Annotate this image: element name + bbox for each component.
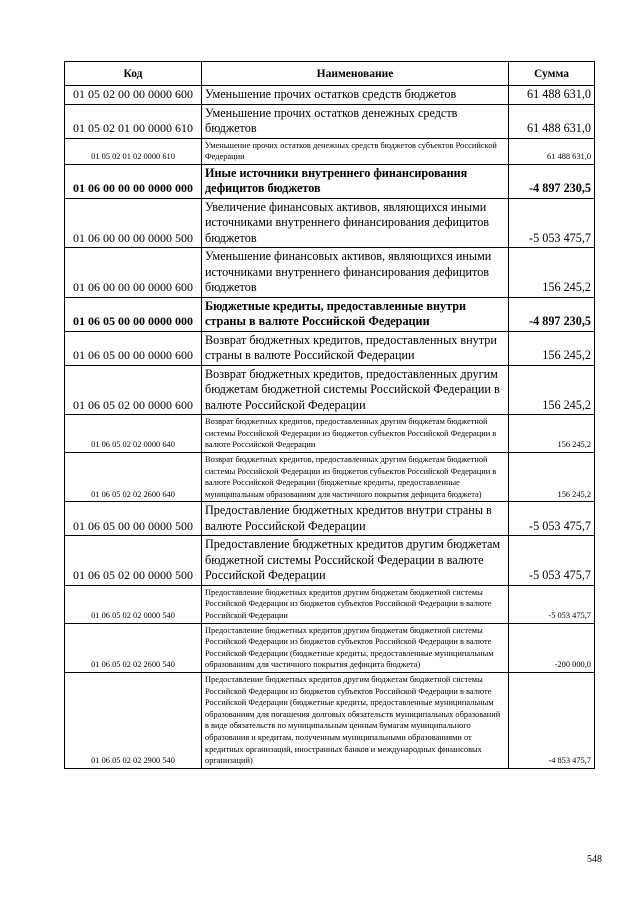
table-row: [65, 585, 595, 623]
sum-cell: 61 488 631,0: [509, 138, 595, 164]
name-cell: Уменьшение прочих остатков денежных средств бюджетов субъектов Российской Федерации: [202, 138, 509, 164]
sum-cell: -200 000,0: [509, 623, 595, 672]
table-row: [65, 673, 595, 769]
code-cell: 01 05 02 01 02 0000 610: [65, 138, 202, 164]
table-row: [65, 297, 595, 331]
sum-cell: 156 245,2: [509, 452, 595, 501]
table-header-row: [65, 62, 595, 86]
code-cell: 01 06 05 02 00 0000 600: [65, 365, 202, 415]
code-cell: 01 06 00 00 00 0000 000: [65, 164, 202, 198]
sum-cell: -5 053 475,7: [509, 536, 595, 586]
name-cell: Уменьшение прочих остатков средств бюджетов: [202, 86, 509, 105]
sum-cell: 61 488 631,0: [509, 104, 595, 138]
code-cell: 01 06 00 00 00 0000 600: [65, 248, 202, 298]
sum-cell: -4 853 475,7: [509, 673, 595, 769]
header-name: Наименование: [202, 62, 509, 86]
table-row: [65, 248, 595, 298]
table-row: [65, 365, 595, 415]
name-cell: Возврат бюджетных кредитов, предоставленных другим бюджетам бюджетной системы Российской Федерации из бюджетов субъектов Российской Федерации в валюте Российской Федерации (бюджетные кредиты, предоставленные муниципальным образованиям для частичного покрытия дефицита бюджета): [202, 452, 509, 501]
sum-cell: 156 245,2: [509, 331, 595, 365]
name-cell: Предоставление бюджетных кредитов другим бюджетам бюджетной системы Российской Федерации в валюте Российской Федерации: [202, 536, 509, 586]
sum-cell: -5 053 475,7: [509, 585, 595, 623]
code-cell: 01 06 05 02 00 0000 500: [65, 536, 202, 586]
name-cell: Уменьшение финансовых активов, являющихся иными источниками внутреннего финансирования дефицитов бюджетов: [202, 248, 509, 298]
code-cell: 01 06 05 02 02 2900 540: [65, 673, 202, 769]
table-row: [65, 86, 595, 105]
name-cell: Возврат бюджетных кредитов, предоставленных другим бюджетам бюджетной системы Российской Федерации в валюте Российской Федерации: [202, 365, 509, 415]
page-number: 548: [587, 854, 602, 865]
sum-cell: 156 245,2: [509, 365, 595, 415]
budget-sources-table: [64, 61, 595, 769]
code-cell: 01 06 05 00 00 0000 600: [65, 331, 202, 365]
table-row: [65, 452, 595, 501]
name-cell: Возврат бюджетных кредитов, предоставленных другим бюджетам бюджетной системы Российской Федерации из бюджетов субъектов Российской Федерации в валюте Российской Федерации: [202, 415, 509, 453]
table-body: [65, 86, 595, 769]
sum-cell: 156 245,2: [509, 248, 595, 298]
name-cell: Предоставление бюджетных кредитов другим бюджетам бюджетной системы Российской Федерации из бюджетов субъектов Российской Федерации в валюте Российской Федерации (бюджетные кредиты, предоставленные муниципальным образованиям для частичного покрытия дефицита бюджета): [202, 623, 509, 672]
sum-cell: -5 053 475,7: [509, 198, 595, 248]
name-cell: Бюджетные кредиты, предоставленные внутри страны в валюте Российской Федерации: [202, 297, 509, 331]
code-cell: 01 05 02 01 00 0000 610: [65, 104, 202, 138]
table-row: [65, 536, 595, 586]
table-row: [65, 164, 595, 198]
name-cell: Предоставление бюджетных кредитов внутри страны в валюте Российской Федерации: [202, 502, 509, 536]
sum-cell: -4 897 230,5: [509, 297, 595, 331]
header-sum: Сумма: [509, 62, 595, 86]
code-cell: 01 06 05 00 00 0000 000: [65, 297, 202, 331]
table-row: [65, 138, 595, 164]
sum-cell: 156 245,2: [509, 415, 595, 453]
code-cell: 01 06 05 02 02 2600 640: [65, 452, 202, 501]
code-cell: 01 06 05 00 00 0000 500: [65, 502, 202, 536]
table-row: [65, 104, 595, 138]
name-cell: Возврат бюджетных кредитов, предоставленных внутри страны в валюте Российской Федерации: [202, 331, 509, 365]
name-cell: Уменьшение прочих остатков денежных средств бюджетов: [202, 104, 509, 138]
table-row: [65, 415, 595, 453]
code-cell: 01 06 05 02 02 0000 640: [65, 415, 202, 453]
table-row: [65, 198, 595, 248]
code-cell: 01 05 02 00 00 0000 600: [65, 86, 202, 105]
table-row: [65, 623, 595, 672]
table-row: [65, 331, 595, 365]
sum-cell: 61 488 631,0: [509, 86, 595, 105]
header-code: Код: [65, 62, 202, 86]
name-cell: Предоставление бюджетных кредитов другим бюджетам бюджетной системы Российской Федерации из бюджетов субъектов Российской Федерации в валюте Российской Федерации (бюджетные кредиты, предоставленные муниципальным образованиям для погашения долговых обязательств муниципальных образований в виде обязательств по муниципальным ценным бумагам муниципального образования и кредитам, полученным муниципальными образованиями от кредитных организаций, иностранных банков и международных финансовых организаций): [202, 673, 509, 769]
name-cell: Увеличение финансовых активов, являющихся иными источниками внутреннего финансирования дефицитов бюджетов: [202, 198, 509, 248]
code-cell: 01 06 00 00 00 0000 500: [65, 198, 202, 248]
name-cell: Иные источники внутреннего финансирования дефицитов бюджетов: [202, 164, 509, 198]
code-cell: 01 06 05 02 02 0000 540: [65, 585, 202, 623]
sum-cell: -5 053 475,7: [509, 502, 595, 536]
sum-cell: -4 897 230,5: [509, 164, 595, 198]
name-cell: Предоставление бюджетных кредитов другим бюджетам бюджетной системы Российской Федерации из бюджетов субъектов Российской Федерации в валюте Российской Федерации: [202, 585, 509, 623]
code-cell: 01 06 05 02 02 2600 540: [65, 623, 202, 672]
table-row: [65, 502, 595, 536]
